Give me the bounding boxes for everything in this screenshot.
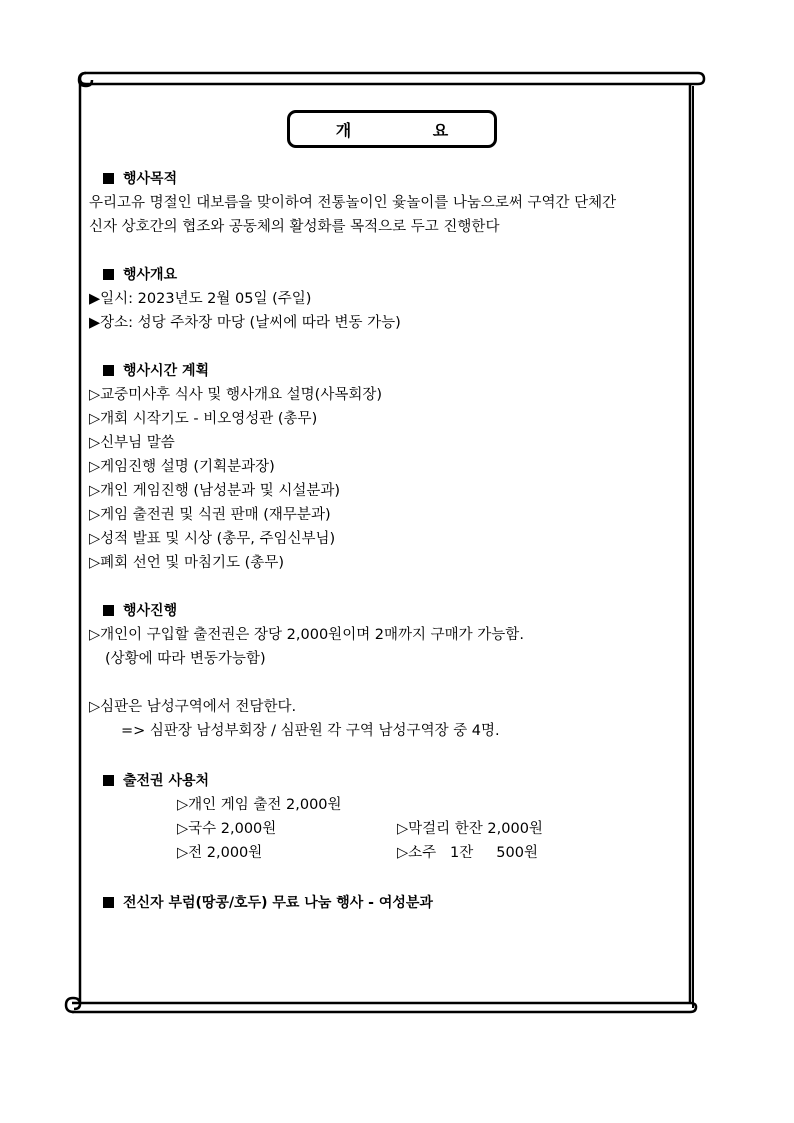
ticket-use-item: ▷국수 2,000원 <box>177 821 277 837</box>
ticket-use-item: ▷전 2,000원 <box>177 845 263 861</box>
ticket-use-item: ▷개인 게임 출전 2,000원 <box>177 797 342 813</box>
schedule-item: ▷교중미사후 식사 및 행사개요 설명(사목회장) <box>89 387 383 403</box>
square-bullet-icon <box>103 269 114 280</box>
schedule-item: ▷개회 시작기도 - 비오영성관 (총무) <box>89 411 318 427</box>
section-heading-overview: 행사개요 <box>103 264 177 286</box>
ticket-use-item: ▷소주 1잔 500원 <box>397 845 538 861</box>
purpose-line-2: 신자 상호간의 협조와 공동체의 활성화를 목적으로 두고 진행한다 <box>89 219 500 235</box>
overview-date: ▶일시: 2023년도 2월 05일 (주일) <box>89 291 312 307</box>
progress-line: ▷개인이 구입할 출전권은 장당 2,000원이며 2매까지 구매가 가능함. <box>89 627 524 643</box>
schedule-item: ▷신부님 말씀 <box>89 435 175 451</box>
schedule-item: ▷폐회 선언 및 마침기도 (총무) <box>89 555 284 571</box>
section-heading-progress: 행사진행 <box>103 600 177 622</box>
schedule-item: ▷게임진행 설명 (기획분과장) <box>89 459 275 475</box>
schedule-item: ▷게임 출전권 및 식권 판매 (재무분과) <box>89 507 331 523</box>
section-heading-free-event: 전신자 부럼(땅콩/호두) 무료 나눔 행사 - 여성분과 <box>103 892 433 914</box>
purpose-line-1: 우리고유 명절인 대보름을 맞이하여 전통놀이인 윷놀이를 나눔으로써 구역간 단체간 <box>89 195 617 211</box>
section-heading-tickets: 출전권 사용처 <box>103 770 209 792</box>
schedule-item: ▷개인 게임진행 (남성분과 및 시설분과) <box>89 483 341 499</box>
section-heading-purpose: 행사목적 <box>103 168 177 190</box>
progress-line: (상황에 따라 변동가능함) <box>105 651 266 667</box>
square-bullet-icon <box>103 173 114 184</box>
page-title: 개 요 <box>287 110 497 148</box>
square-bullet-icon <box>103 897 114 908</box>
square-bullet-icon <box>103 775 114 786</box>
square-bullet-icon <box>103 365 114 376</box>
section-heading-schedule: 행사시간 계획 <box>103 360 209 382</box>
square-bullet-icon <box>103 605 114 616</box>
overview-place: ▶장소: 성당 주차장 마당 (날씨에 따라 변동 가능) <box>89 315 401 331</box>
schedule-item: ▷성적 발표 및 시상 (총무, 주임신부님) <box>89 531 336 547</box>
progress-line: => 심판장 남성부회장 / 심판원 각 구역 남성구역장 중 4명. <box>121 723 500 739</box>
ticket-use-item: ▷막걸리 한잔 2,000원 <box>397 821 543 837</box>
progress-line: ▷심판은 남성구역에서 전담한다. <box>89 699 297 715</box>
